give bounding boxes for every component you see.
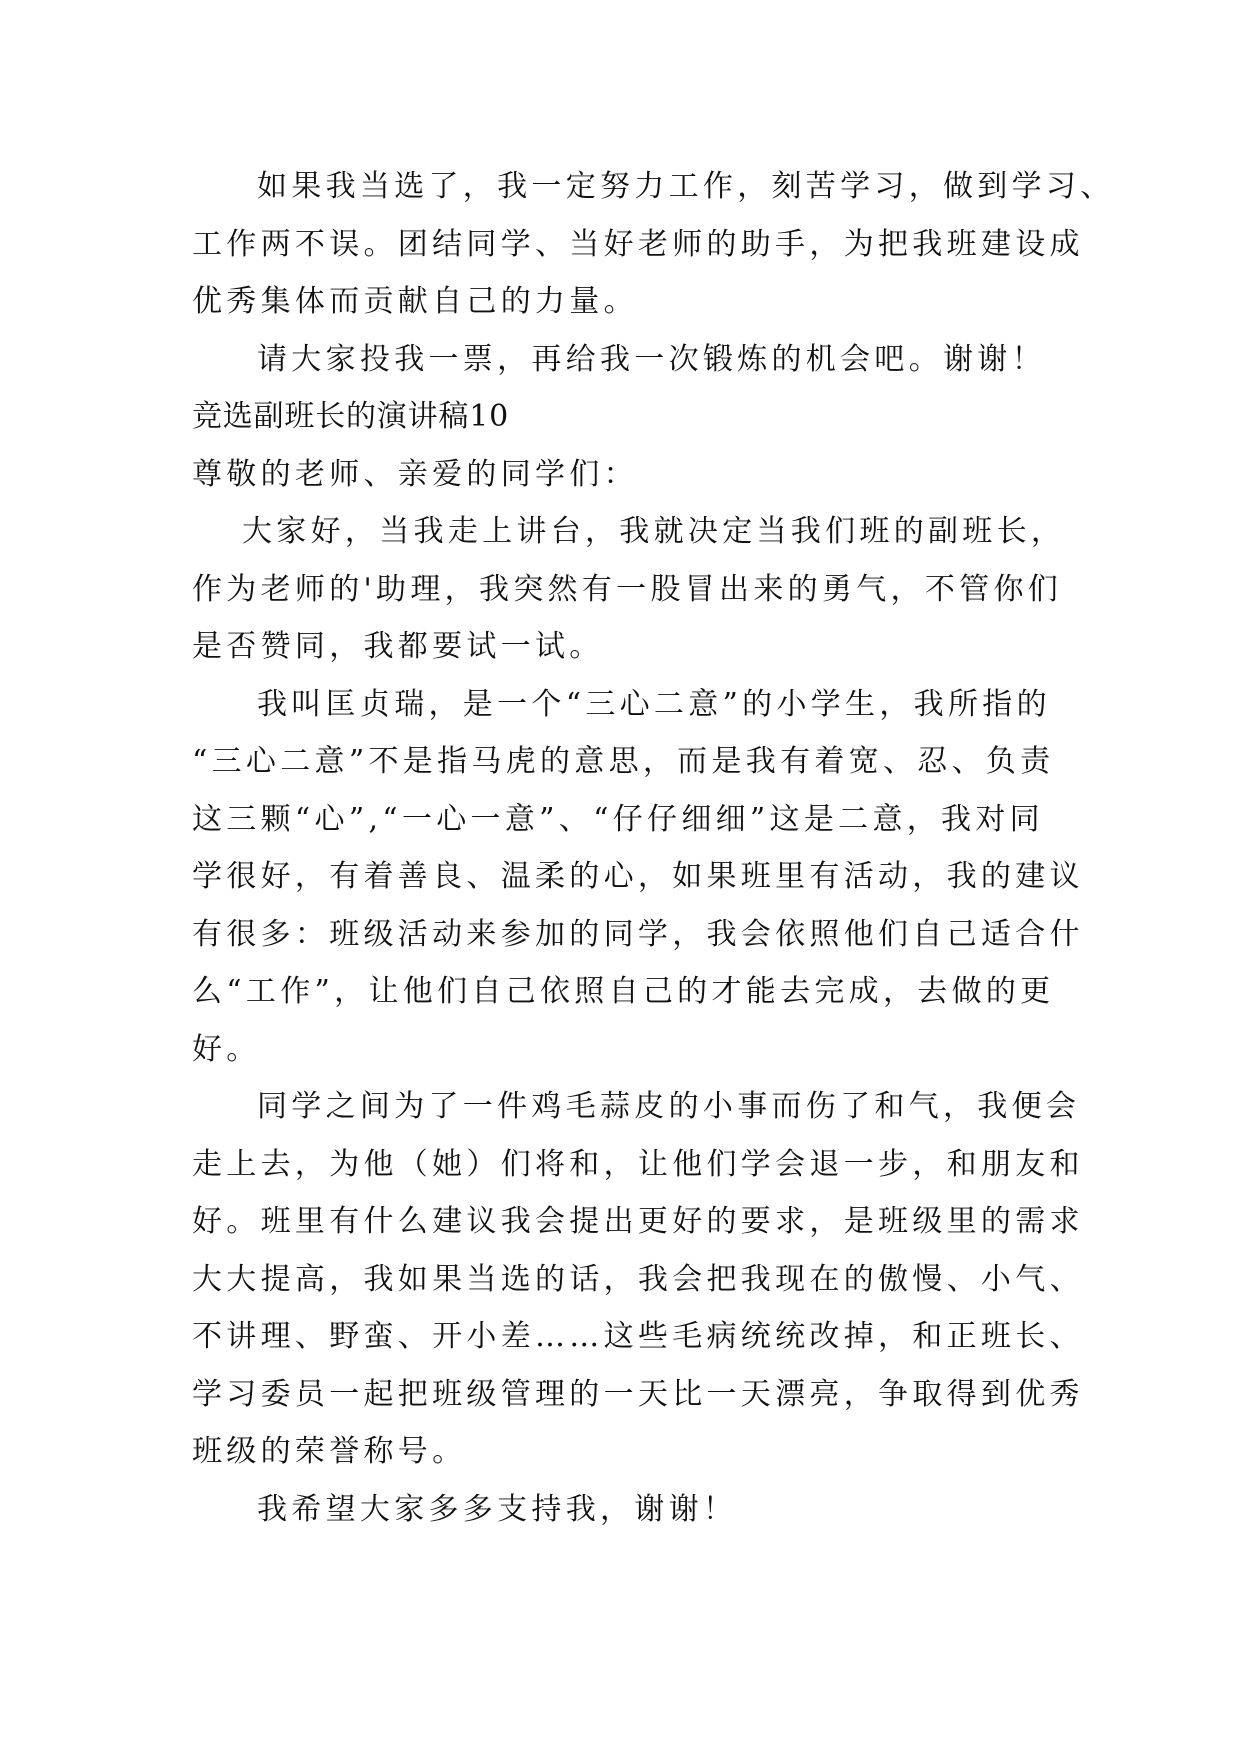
- paragraph-line: 优秀集体而贡献自己的力量。: [192, 284, 638, 319]
- paragraph-line: 么“工作”，让他们自己依照自己的才能去完成，去做的更: [192, 974, 1055, 1009]
- paragraph-line: 大家好，当我走上讲台，我就决定当我们班的副班长，: [242, 514, 1066, 549]
- paragraph-line: 班级的荣誉称号。: [192, 1434, 467, 1469]
- paragraph-line: 我叫匡贞瑞，是一个“三心二意”的小学生，我所指的: [257, 686, 1051, 722]
- section-title: 竞选副班长的演讲稿10: [192, 399, 509, 434]
- paragraph-line: 作为老师的'助理，我突然有一股冒出来的勇气，不管你们: [192, 571, 1063, 607]
- paragraph-line: 我希望大家多多支持我，谢谢！: [257, 1491, 738, 1527]
- paragraph-line: 学习委员一起把班级管理的一天比一天漂亮，争取得到优秀: [192, 1376, 1084, 1412]
- paragraph-line: 工作两不误。团结同学、当好老师的助手，为把我班建设成: [192, 226, 1084, 262]
- paragraph-line: 好。班里有什么建议我会提出更好的要求，是班级里的需求: [192, 1204, 1084, 1239]
- paragraph-line: 如果我当选了，我一定努力工作，刻苦学习，做到学习、: [257, 169, 1115, 204]
- paragraph-line: 这三颗“心”,“一心一意”、“仔仔细细”这是二意，我对同: [192, 801, 1044, 837]
- paragraph-line: 同学之间为了一件鸡毛蒜皮的小事而伤了和气，我便会: [257, 1089, 1081, 1124]
- paragraph-line: 大大提高，我如果当选的话，我会把我现在的傲慢、小气、: [192, 1261, 1084, 1297]
- paragraph-line: 学很好，有着善良、温柔的心，如果班里有活动，我的建议: [192, 859, 1084, 894]
- paragraph-line: 走上去，为他（她）们将和，让他们学会退一步，和朋友和: [192, 1146, 1084, 1182]
- paragraph-line: 不讲理、野蛮、开小差……这些毛病统统改掉，和正班长、: [192, 1319, 1084, 1354]
- paragraph-line: “三心二意”不是指马虎的意思，而是我有着宽、忍、负责: [192, 744, 1055, 779]
- paragraph-line: 好。: [192, 1031, 261, 1067]
- paragraph-line: 是否赞同，我都要试一试。: [192, 629, 604, 664]
- salutation: 尊敬的老师、亲爱的同学们：: [192, 456, 638, 492]
- document-body: [192, 158, 1115, 1538]
- paragraph-line: 有很多：班级活动来参加的同学，我会依照他们自己适合什: [192, 916, 1084, 952]
- paragraph-line: 请大家投我一票，再给我一次锻炼的机会吧。谢谢！: [257, 341, 1046, 377]
